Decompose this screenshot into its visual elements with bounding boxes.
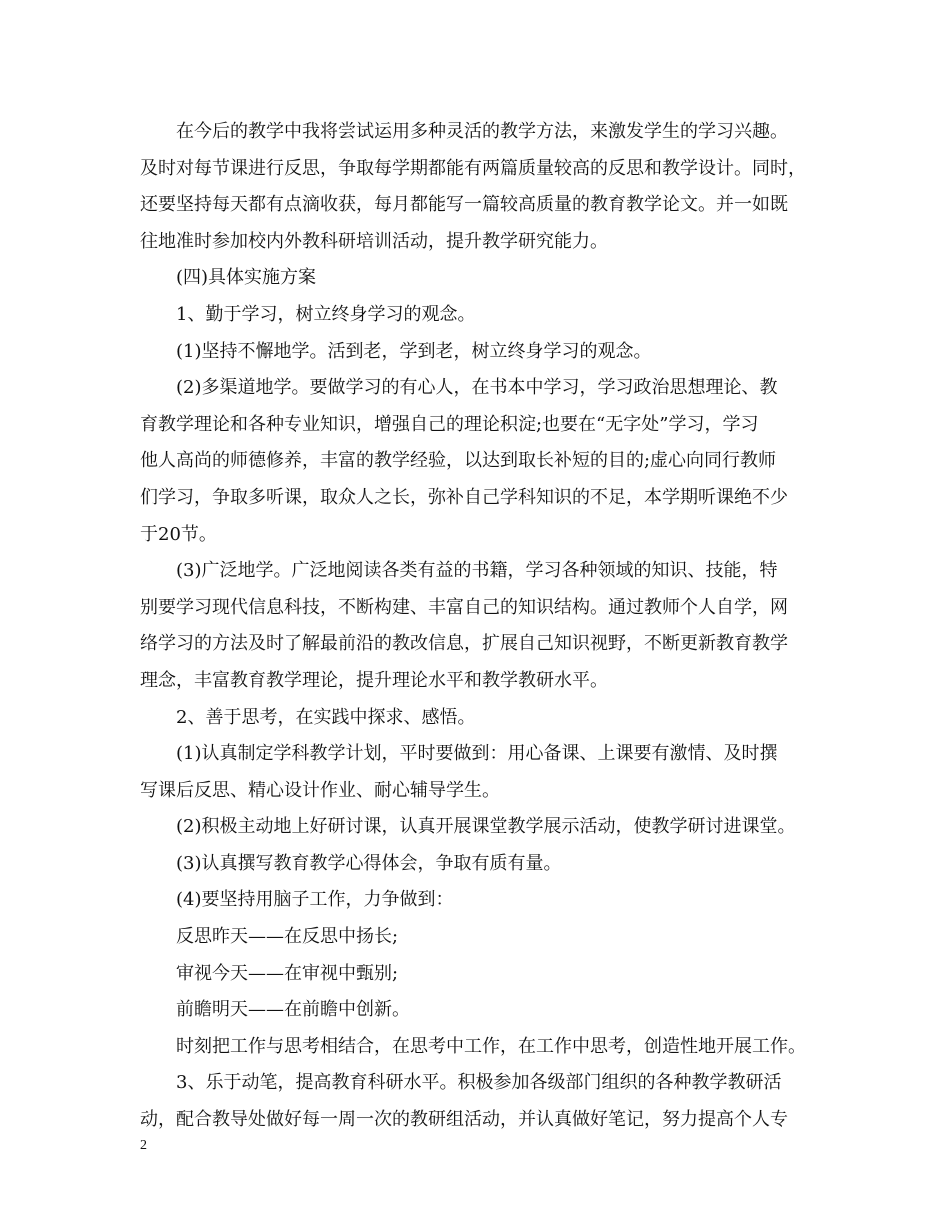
document-body — [140, 114, 820, 1139]
text-line: 1、勤于学习，树立终身学习的观念。 — [176, 303, 476, 325]
text-line: 审视今天——在审视中甄别; — [176, 962, 399, 984]
text-line: (3)广泛地学。广泛地阅读各类有益的书籍，学习各种领域的知识、技能，特 — [176, 560, 778, 582]
text-line: 他人高尚的师德修养，丰富的教学经验，以达到取长补短的目的;虚心向同行教师 — [140, 450, 777, 472]
text-line: 前瞻明天——在前瞻中创新。 — [176, 999, 410, 1021]
text-line: 育教学理论和各种专业知识，增强自己的理论积淀;也要在“无字处”学习，学习 — [140, 413, 759, 435]
text-line: (1)坚持不懈地学。活到老，学到老，树立终身学习的观念。 — [176, 340, 652, 362]
text-line: 们学习，争取多听课，取众人之长，弥补自己学科知识的不足，本学期听课绝不少 — [140, 486, 788, 508]
text-line: 时刻把工作与思考相结合，在思考中工作，在工作中思考，创造性地开展工作。 — [176, 1035, 806, 1057]
text-line: (2)多渠道地学。要做学习的有心人，在书本中学习，学习政治思想理论、教 — [176, 377, 778, 399]
text-line: (4)要坚持用脑子工作，力争做到： — [176, 889, 454, 911]
text-line: 在今后的教学中我将尝试运用多种灵活的教学方法，来激发学生的学习兴趣。 — [176, 121, 788, 142]
text-line: (四)具体实施方案 — [176, 267, 317, 289]
text-line: 及时对每节课进行反思，争取每学期都能有两篇质量较高的反思和教学设计。同时， — [140, 157, 806, 179]
text-line: 动，配合教导处做好每一周一次的教研组活动，并认真做好笔记，努力提高个人专 — [140, 1109, 788, 1131]
text-line: 往地准时参加校内外教科研培训活动，提升教学研究能力。 — [140, 230, 608, 252]
text-line: 2、善于思考，在实践中探求、感悟。 — [176, 706, 476, 728]
text-line: 还要坚持每天都有点滴收获，每月都能写一篇较高质量的教育教学论文。并一如既 — [140, 194, 788, 216]
text-line: 络学习的方法及时了解最前沿的教改信息，扩展自己知识视野，不断更新教育教学 — [140, 633, 788, 655]
text-line: (1)认真制定学科教学计划，平时要做到：用心备课、上课要有激情、及时撰 — [176, 743, 778, 765]
text-line: (3)认真撰写教育教学心得体会，争取有质有量。 — [176, 852, 562, 874]
text-line: 别要学习现代信息科技，不断构建、丰富自己的知识结构。通过教师个人自学，网 — [140, 596, 788, 618]
text-line: 理念，丰富教育教学理论，提升理论水平和教学教研水平。 — [140, 669, 608, 691]
text-line: (2)积极主动地上好研讨课，认真开展课堂教学展示活动，使教学研讨进课堂。 — [176, 816, 796, 838]
page-number: 2 — [140, 1138, 147, 1153]
text-line: 于20节。 — [140, 523, 217, 545]
text-line: 3、乐于动笔，提高教育科研水平。积极参加各级部门组织的各种教学教研活 — [176, 1072, 782, 1094]
text-line: 写课后反思、精心设计作业、耐心辅导学生。 — [140, 779, 500, 801]
text-line: 反思昨天——在反思中扬长; — [176, 926, 399, 948]
